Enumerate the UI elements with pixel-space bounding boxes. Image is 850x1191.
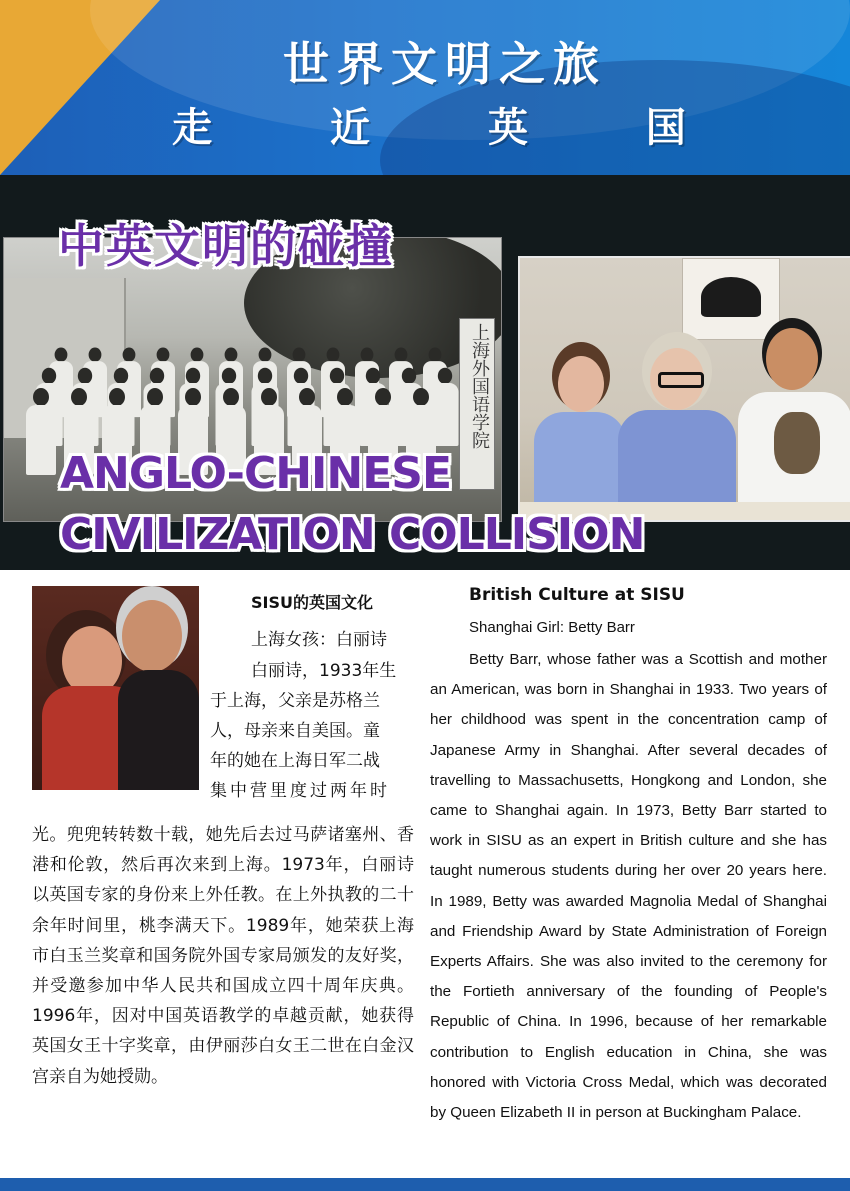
header-banner (0, 0, 850, 175)
article-en-subtitle: Shanghai Girl: Betty Barr (469, 619, 635, 636)
man-figure (734, 328, 850, 522)
plaque-text: 上海外国语学院 (469, 323, 490, 449)
article-cn-line: 集中营里度过两年时 (210, 781, 390, 801)
section-title-en-line1: ANGLO-CHINESE (60, 448, 452, 499)
page-subtitle: 走 近 英 国 (172, 105, 738, 151)
article-cn-line: 于上海，父亲是苏格兰 (210, 691, 380, 711)
betty-barr-figure (612, 348, 742, 522)
man-face (122, 600, 182, 672)
man-jacket (118, 670, 199, 790)
article-cn-subtitle: 上海女孩：白丽诗 (251, 630, 387, 650)
section-title-en-line2: CIVILIZATION COLLISION (60, 509, 645, 560)
footer-bar (0, 1178, 850, 1191)
betty-barr-photo (518, 256, 850, 522)
cat-shape (774, 412, 820, 474)
article-cn-line: 年的她在上海日军二战 (210, 751, 380, 771)
article-cn-line: 白丽诗，1933年生 (251, 661, 397, 681)
article-cn-title: SISU的英国文化 (251, 593, 373, 612)
article-en-body: Betty Barr, whose father was a Scottish and mother an American, was born in Shanghai in 1933. Two years of her childhood was spent in the concentration camp of Japanese Army in Shanghai. After several decades of travelling to Massachusetts, Hongkong and London, she came to Shanghai again. In 1973, Betty Barr started to work in SISU as an expert in British culture and she has taught numerous students during her over 20 years here. In 1989, Betty was awarded Magnolia Medal of Shanghai and Friendship Award by State Administration of Foreign Experts Affairs. She was also invited to the ceremony for the Fortieth anniversary of the founding of People's Republic of China. In 1996, because of her remarkable contribution to English education in China, she was honored with Victoria Cross Medal, which was decorated by Queen Elizabeth II in person at Buckingham Palace. (430, 651, 827, 1122)
page-title: 世界文明之旅 (283, 37, 607, 91)
portrait-photo (32, 586, 199, 790)
school-plaque (459, 318, 495, 490)
section-title-cn: 中英文明的碰撞 (58, 219, 394, 273)
article-en-title: British Culture at SISU (469, 585, 685, 605)
article-cn-body: 光。兜兜转转数十载，她先后去过马萨诸塞州、香港和伦敦，然后再次来到上海。1973年，白丽诗以英国专家的身份来上外任教。在上外执教的二十余年时间里，桃李满天下。1989年，她荣获上海市白玉兰奖章和国务院外国专家局颁发的友好奖，并受邀参加中华人民共和国成立四十周年庆典。1996年，因对中国英语教学的卓越贡献，她获得英国女王十字奖章，由伊丽莎白女王二世在白金汉宫亲自为她授勋。 (32, 825, 414, 1087)
person-figure (24, 388, 58, 483)
article-cn-line: 人，母亲来自美国。童 (210, 721, 380, 741)
